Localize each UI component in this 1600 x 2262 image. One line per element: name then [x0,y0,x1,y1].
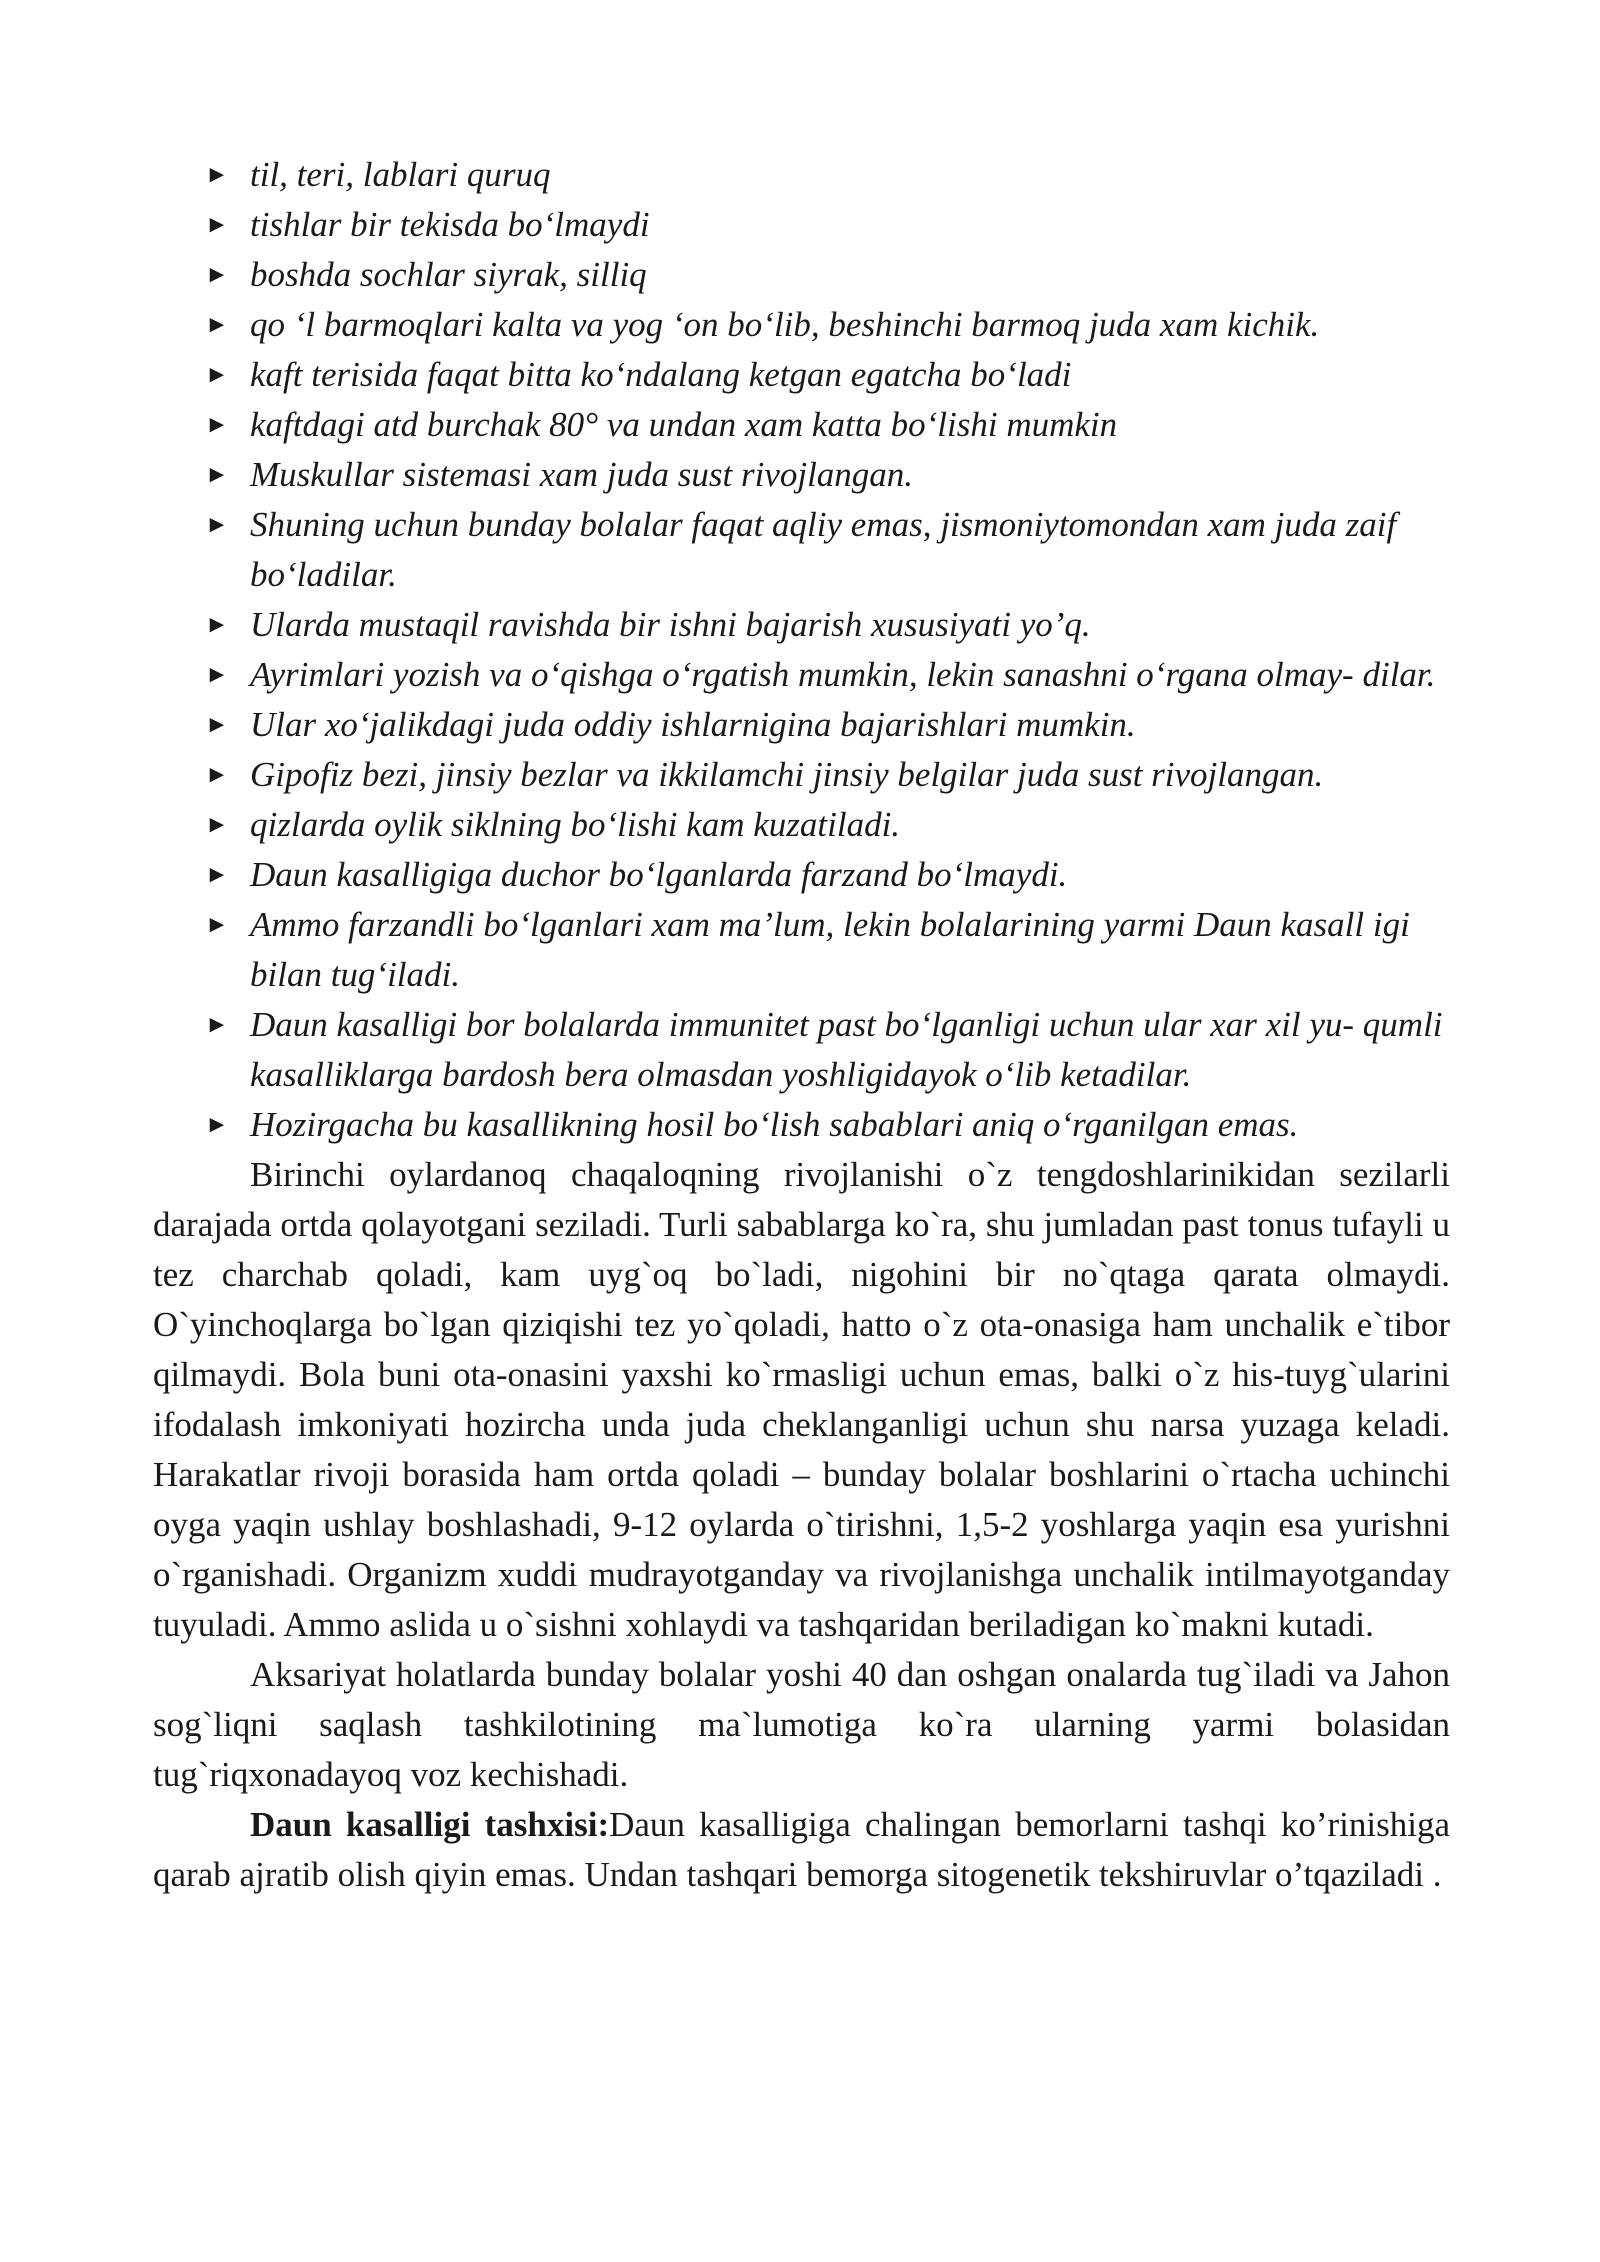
bullet-arrow-icon: ► [205,612,229,638]
bullet-arrow-icon: ► [205,912,229,938]
bullet-arrow-icon: ► [205,662,229,688]
list-item-text: Ularda mustaqil ravishda bir ishni bajarish xususiyati yo’q. [250,605,1091,644]
list-item [153,450,1450,500]
list-item-text: qizlarda oylik siklning bo‘lishi kam kuzatiladi. [250,805,901,844]
list-item [153,200,1450,250]
list-item [153,500,1450,600]
bullet-arrow-icon: ► [205,1112,229,1138]
list-item-text: til, teri, lablari quruq [250,155,551,194]
bullet-arrow-icon: ► [205,512,229,538]
bullet-arrow-icon: ► [205,212,229,238]
list-item-text: Ular xo‘jalikdagi juda oddiy ishlarnigina bajarishlari mumkin. [250,705,1136,744]
list-item [153,350,1450,400]
paragraph-statistics: Aksariyat holatlarda bunday bolalar yoshi 40 dan oshgan onalarda tug`iladi va Jahon sog`liqni saqlash tashkilotining ma`lumotiga ko`ra ularning yarmi bolasidan tug`riqxonadayoq voz kechishadi. [153,1655,1450,1794]
bullet-arrow-icon: ► [205,462,229,488]
paragraph-diagnosis [153,1800,1450,1900]
list-item-text: Hozirgacha bu kasallikning hosil bo‘lish sabablari aniq o‘rganilgan emas. [250,1105,1299,1144]
list-item-text: kaftdagi atd burchak 80° va undan xam katta bo‘lishi mumkin [250,405,1118,444]
list-item-text: Daun kasalligiga duchor bo‘lganlarda farzand bo‘lmaydi. [250,855,1068,894]
bullet-arrow-icon: ► [205,812,229,838]
list-item [153,750,1450,800]
list-item-text: Ayrimlari yozish va o‘qishga o‘rgatish mumkin, lekin sanashni o‘rgana olmay- dilar. [250,655,1436,694]
list-item [153,700,1450,750]
list-item [153,1100,1450,1150]
bullet-arrow-icon: ► [205,862,229,888]
bullet-arrow-icon: ► [205,712,229,738]
list-item [153,1000,1450,1100]
list-item-text: Gipofiz bezi, jinsiy bezlar va ikkilamchi jinsiy belgilar juda sust rivojlangan. [250,755,1324,794]
list-item-text: qo ‘l barmoqlari kalta va yog ‘on bo‘lib, beshinchi barmoq juda xam kichik. [250,305,1320,344]
bullet-arrow-icon: ► [205,262,229,288]
paragraph-development: Birinchi oylardanoq chaqaloqning rivojlanishi o`z tengdoshlarinikidan sezilarli darajada ortda qolayotgani seziladi. Turli sabablarga ko`ra, shu jumladan past tonus tufayli u tez charchab qoladi, kam uyg`oq bo`ladi, nigohini bir no`qtaga qarata olmaydi. O`yinchoqlarga bo`lgan qiziqishi tez yo`qoladi, hatto o`z ota-onasiga ham unchalik e`tibor qilmaydi. Bola buni ota-onasini yaxshi ko`rmasligi uchun emas, balki o`z his-tuyg`ularini ifodalash imkoniyati hozircha unda juda cheklanganligi uchun shu narsa yuzaga keladi. Harakatlar rivoji borasida ham ortda qoladi – bunday bolalar boshlarini o`rtacha uchinchi oyga yaqin ushlay boshlashadi, 9-12 oylarda o`tirishni, 1,5-2 yoshlarga yaqin esa yurishni o`rganishadi. Organizm xuddi mudrayotganday va rivojlanishga unchalik intilmayotganday tuyuladi. Ammo aslida u o`sishni xohlaydi va tashqaridan beriladigan ko`makni kutadi. [153,1155,1450,1644]
list-item [153,600,1450,650]
list-item-text: Muskullar sistemasi xam juda sust rivojlangan. [250,455,914,494]
bullet-arrow-icon: ► [205,762,229,788]
list-item [153,650,1450,700]
list-item [153,900,1450,1000]
list-item-text: kaft terisida faqat bitta ko‘ndalang ketgan egatcha bo‘ladi [250,355,1072,394]
bullet-arrow-icon: ► [205,412,229,438]
list-item-text: Ammo farzandli bo‘lganlari xam ma’lum, lekin bolalarining yarmi Daun kasall igi bilan tug‘iladi. [250,905,1410,994]
diagnosis-text: Daun kasalligiga chalingan bemorlarni tashqi ko’rinishiga qarab ajratib olish qiyin emas. Undan tashqari bemorga sitogenetik tekshiruvlar o’tqaziladi . [153,1805,1451,1894]
list-item [153,250,1450,300]
symptom-list [153,150,1450,1150]
list-item-text: Daun kasalligi bor bolalarda immunitet past bo‘lganligi uchun ular xar xil yu- qumli kasalliklarga bardosh bera olmasdan yoshligidayok o‘lib ketadilar. [250,1005,1443,1094]
bullet-arrow-icon: ► [205,1012,229,1038]
list-item-text: Shuning uchun bunday bolalar faqat aqliy emas, jismoniytomondan xam juda zaif bo‘ladilar. [250,505,1397,594]
diagnosis-heading: Daun kasalligi tashxisi: [250,1805,610,1844]
document-page [153,150,1450,1900]
list-item [153,150,1450,200]
list-item-text: tishlar bir tekisda bo‘lmaydi [250,205,650,244]
bullet-arrow-icon: ► [205,312,229,338]
list-item [153,800,1450,850]
bullet-arrow-icon: ► [205,362,229,388]
bullet-arrow-icon: ► [205,162,229,188]
list-item [153,300,1450,350]
list-item [153,400,1450,450]
list-item-text: boshda sochlar siyrak, silliq [250,255,647,294]
list-item [153,850,1450,900]
